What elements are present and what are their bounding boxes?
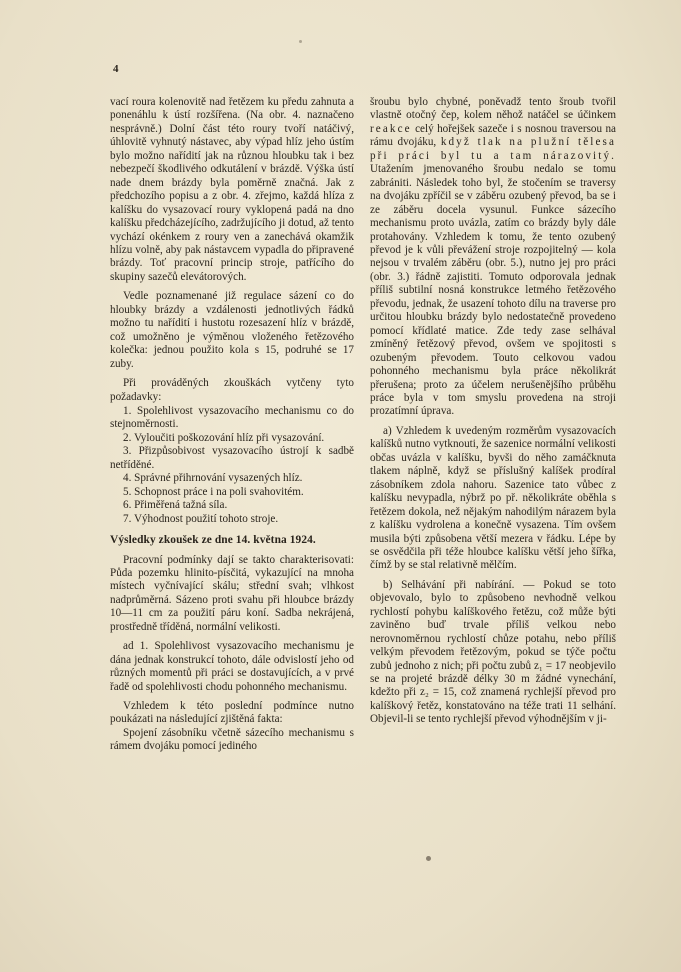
emphasized-text: když tlak na plužní tělesa při práci byl tu a tam nárazovitý. [370,136,617,162]
list-item: 5. Schopnost práce i na poli svahovitém. [123,485,304,498]
page-number: 4 [113,63,119,75]
list-item: 1. Spolehlivost vysazovacího mechanismu co do stejnoměrnosti. [110,404,354,431]
list-item: 7. Výhodnost použití tohoto stroje. [123,512,279,525]
paragraph: ad 1. Spolehlivost vysazovacího mechanismu je dána jednak konstrukcí tohoto, dále odvislostí jeho od různých momentů při práci se dostavujících, a v prvé řadě od spolehlivosti chodu pohonného mechanismu. [110,640,354,693]
emphasized-text: reakce [370,122,412,135]
paragraph: Vedle poznamenané již regulace sázení co do hloubky brázdy a vzdálenosti jednotlivých řádků možno tu nařídití i hustotu rozesazení hlíz v brázdě, což umožněno je výměnou vloženého řetězového kolečka: jednou použito kola s 15, podruhé se 17 zuby. [110,290,354,370]
requirements-list [110,405,354,526]
paragraph: Pracovní podmínky dají se takto charakterisovati: Půda pozemku hlinito-písčitá, vykazující na mnoha místech vyčnívající skálu; střední svah; vlhkost nadprůměrná. Sázeno proti svahu při hloubce brázdy 10—11 cm za použití páru koní. Sadba nekrájená, prostředně tříděná, normální velikosti. [110,553,354,633]
paragraph: a) Vzhledem k uvedeným rozměrům vysazovacích kalíšků nutno vytknouti, že sazenice normální velikosti občas uvázla v kalíšku, byvši do něho zamáčknuta tlakem náplně, když se příslušný kalíšek prodíral zásobníkem zdola nahoru. Sazenice tato vůbec z kalíšku nevypadla, nýbrž po př. několikráte oběhla s řetězem dokola, než nějakým nahodilým nárazem byla z kalíšku vydrolena a konečně vysazena. Tím ovšem musila býti způsobena větší mezera v řádku. Lépe by se osvědčila při téže hloubce kalíšku větší jeho šířka, čímž by se stal relativně mělčím. [370,424,616,572]
list-item: 3. Přizpůsobivost vysazovacího ústrojí k sadbě netříděné. [110,445,354,471]
ink-spot [426,856,431,861]
text-run: šroubu bylo chybné, poněvadž tento šroub tvořil vlastně otočný čep, kolem něhož natáčel se účinkem [370,96,616,122]
left-column [110,96,354,760]
paragraph: vací roura kolenovitě nad řetězem ku předu zahnuta a ponenáhlu k ústí rozšířena. (Na obr. 4. naznačeno nesprávně.) Dolní část této roury tvoří natáčivý, úhlovitě vyhnutý nástavec, aby výpad hlíz jeho ústím bylo možno nařídití jak na různou hloubku tak i bez nebezpečí škodlivého odkutálení v brázdě. Výška ústí nade dnem brázdy byla poměrně značná. Jak z předchozího popisu a z obr. 4. zřejmo, každá hlíza z kalíšku do vysazovací roury vyklopená padá na dno kalíšku předcházejícího, zadržujícího ji dotud, až tento vychází okénkem z roury ven a zanechává okamžik hlízu volně, aby pak nástavcem vypadla do připravené brázdy. Toť pracovní princip stroje, patřícího do skupiny sazečů elevátorových. [110,96,354,283]
text-run: Utažením jmenovaného šroubu nedalo se tomu zabrániti. Následek toho byl, že stočením se traversy na dvojáku zpříčil se v záběru ozubený převod, ba se i ze záběru docela vysunul. Funkce sázecího mechanismu proto uvázla, zatím co brázdy byly dále protahovány. Vzhledem k tomu, že tento ozubený převod je k vůli převážení stroje rozpojitelný — kola nejsou v trvalém záběru (obr. 5.), nutno jej pro práci (obr. 3.) řádně zajistiti. Tomuto odporovala jednak příliš subtilní nosná konstrukce letmého řetězového převodu, jednak, že usazení tohoto dílu na traverse pro určitou hloubku brázdy bylo nedostatečně provedeno pomocí křídlaté matice. Zde tedy zase selhával zmíněný řetězový převod, ovšem ve spojitosti s ozubeným převodem. Touto celkovou vadou pohonného mechanismu byla práce několikrát přerušena; proto za účelem nerušenějšího průběhu práce byla v tom smyslu provedena na stroji prozatímní úprava. [370,163,616,418]
text-run: celý hořejšek sazeče i s nosnou traversou na rámu dvojáku, [370,122,616,149]
list-item: 6. Přiměřená tažná síla. [123,499,228,512]
ink-spot [299,40,302,43]
section-heading: Výsledky zkoušek ze dne 14. května 1924. [110,534,316,547]
paragraph: Spojení zásobníku včetně sázecího mechanismu s rámem dvojáku pomocí jediného [110,726,354,753]
paragraph: Při prováděných zkouškách vytčeny tyto požadavky: [110,377,354,403]
paragraph: b) Selhávání při nabírání. — Pokud se toto objevovalo, bylo to způsobeno nevhodně velkou rychlostí pohybu kalíškového řetězu, což může býti zaviněno buď trvale příliš velkou nebo nerovnoměrnou rychlostí chůze potahu, nebo příliš velkým převodem řetězovým, pokud se týče počtu zubů jednoho z nich; při počtu zubů z₁ = 17 neobjevilo se na projeté brázdě délky 30 m žádné vynechání, kdežto při z₂ = 15, což znamená rychlejší převod pro kalíškový řetěz, konstatováno na téže trati 11 selhání. Objevil-li se tento rychlejší převod výhodnějším v ji- [370,578,616,726]
list-item: 2. Vyloučiti poškozování hlíz při vysazování. [123,431,325,444]
list-item: 4. Správné přihrnování vysazených hlíz. [123,472,303,485]
right-column [370,96,616,733]
paragraph [370,96,616,419]
paragraph: Vzhledem k této poslední podmínce nutno poukázati na následující zjištěná fakta: [110,700,354,726]
